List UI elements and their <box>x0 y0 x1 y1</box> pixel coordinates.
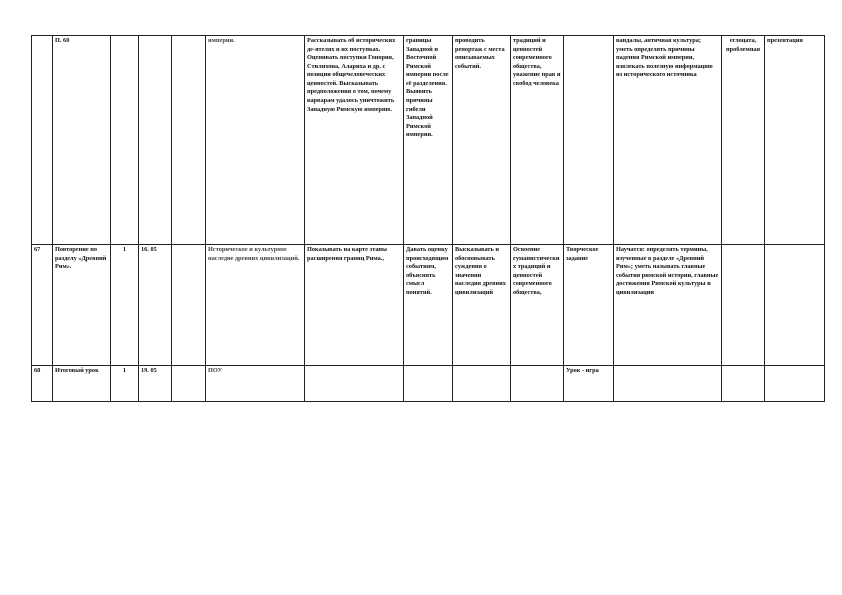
personal-cell: Освоение гуманистических традиций и ценностей современного общества, <box>511 245 564 366</box>
communicative-cell: проводить репортаж с места описываемых событий. <box>453 36 511 245</box>
activity-cell <box>305 366 404 402</box>
results-cell: вандалы, античная культура; уметь определять причины падения Римской империи, извлекать полезную информацию из исторического источника <box>614 36 722 245</box>
topic-cell: Итоговый урок <box>53 366 111 402</box>
communicative-cell <box>453 366 511 402</box>
empty-cell <box>172 366 206 402</box>
technology-cell: еглоцата, проблемная <box>722 36 765 245</box>
hours-cell: 1 <box>111 245 139 366</box>
content-cell: ПОУ <box>206 366 305 402</box>
lesson-plan-table <box>31 35 825 402</box>
hours-cell <box>111 36 139 245</box>
date-cell: 16. 05 <box>139 245 172 366</box>
resources-cell: презентация <box>765 36 825 245</box>
lesson-number-cell: 67 <box>32 245 53 366</box>
date-cell <box>139 36 172 245</box>
form-cell <box>564 36 614 245</box>
regulative-cell: границы Западной и Восточной Римской империи после её разделения. Выявить причины гибели Западной Римской империи. <box>404 36 453 245</box>
lesson-number-cell <box>32 36 53 245</box>
personal-cell <box>511 366 564 402</box>
topic-cell: П. 60 <box>53 36 111 245</box>
empty-cell <box>172 245 206 366</box>
activity-cell: Показывать на карте этапы расширения границ Рима., <box>305 245 404 366</box>
results-cell <box>614 366 722 402</box>
form-cell: Творческое задание <box>564 245 614 366</box>
table-row <box>32 366 825 402</box>
table-row <box>32 245 825 366</box>
regulative-cell: Давать оценку происходящим событиям, объяснять смысл понятий. <box>404 245 453 366</box>
content-cell: Историческое и культурное наследие древних цивилизаций. <box>206 245 305 366</box>
communicative-cell: Высказывать и обосновывать суждения о значении наследия древних цивилизаций <box>453 245 511 366</box>
empty-cell <box>172 36 206 245</box>
technology-cell <box>722 366 765 402</box>
lesson-number-cell: 68 <box>32 366 53 402</box>
activity-cell: Рассказывать об исторических де-ятелях и их поступках. Оценивать поступки Гонория, Стилихона, Алариха и др. с позиции общечеловеческих ценностей. Высказывать предположения о том, почему варварам удалось уничтожить Западную Римскую империю. <box>305 36 404 245</box>
topic-cell: Повторение по разделу «Древний Рим». <box>53 245 111 366</box>
resources-cell <box>765 245 825 366</box>
table-row <box>32 36 825 245</box>
resources-cell <box>765 366 825 402</box>
regulative-cell <box>404 366 453 402</box>
form-cell: Урок - игра <box>564 366 614 402</box>
results-cell: Научатся: определять термины, изученные в разделе «Древний Рим»; уметь называть главные события римской истории, главные достижения Римской культуры и цивилизации <box>614 245 722 366</box>
hours-cell: 1 <box>111 366 139 402</box>
personal-cell: традиций и ценностей современного общества, уважение прав и свобод человека <box>511 36 564 245</box>
date-cell: 19. 05 <box>139 366 172 402</box>
content-cell: империи. <box>206 36 305 245</box>
technology-cell <box>722 245 765 366</box>
